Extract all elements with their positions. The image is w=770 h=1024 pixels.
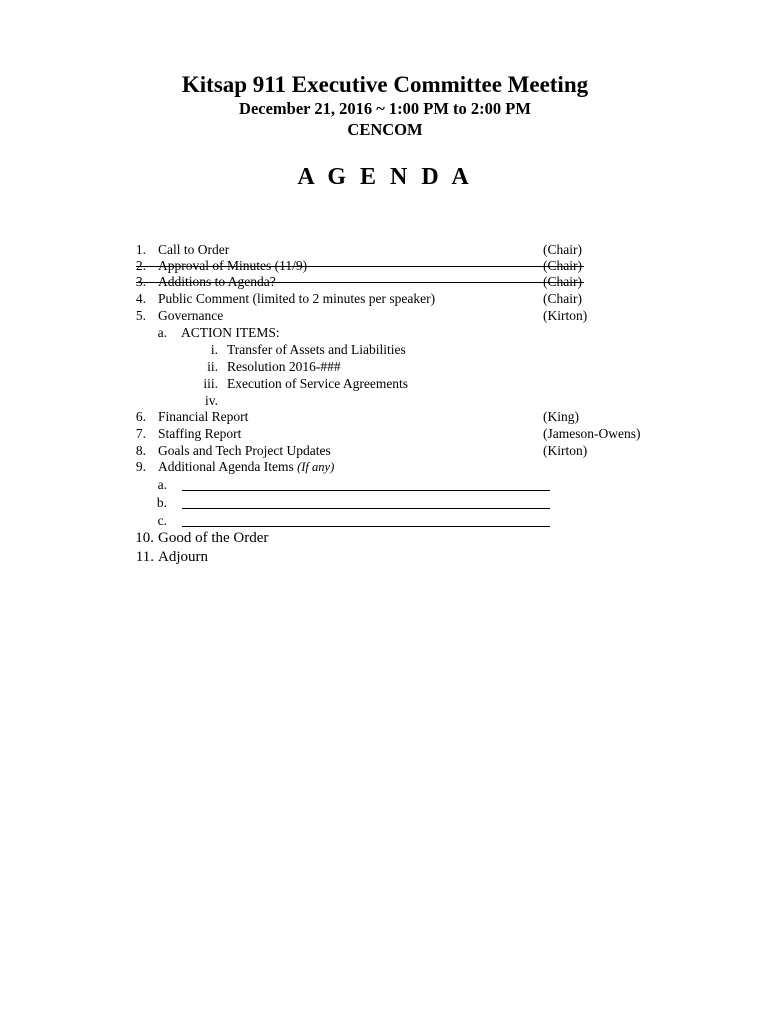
item-text: Adjourn [158, 549, 208, 565]
blank-line [182, 490, 550, 491]
item-number: 6. [135, 409, 146, 424]
item-text: Good of the Order [158, 530, 269, 546]
item-number: 8. [135, 443, 146, 458]
roman-number: iii. [203, 376, 218, 391]
item-number: 5. [135, 308, 146, 323]
action-item-text: Resolution 2016-### [227, 359, 341, 374]
item-text: Call to Order [158, 242, 230, 257]
item-number: 10. [135, 530, 154, 546]
item-text: Goals and Tech Project Updates [158, 443, 331, 458]
item-number: 2. [135, 258, 146, 273]
item-number: 4. [135, 291, 146, 306]
item-number: 11. [135, 549, 154, 565]
blank-line [182, 526, 550, 527]
item-number: 1. [135, 242, 146, 257]
blank-letter: c. [157, 513, 167, 528]
agenda-heading: A G E N D A [297, 164, 473, 190]
item-presenter: (Chair) [543, 242, 582, 257]
meeting-title: Kitsap 911 Executive Committee Meeting [181, 72, 589, 97]
meeting-date-time: December 21, 2016 ~ 1:00 PM to 2:00 PM [239, 99, 531, 118]
sub-label: ACTION ITEMS: [181, 325, 280, 340]
item-presenter: (Chair) [543, 291, 582, 306]
blank-line [182, 508, 550, 509]
item-text: Staffing Report [158, 426, 242, 441]
item-presenter: (Kirton) [543, 443, 588, 458]
blank-letter: b. [156, 495, 167, 510]
item-number: 9. [135, 459, 146, 474]
item-number: 3. [135, 274, 146, 289]
sub-letter: a. [157, 325, 167, 340]
item-text: Public Comment (limited to 2 minutes per speaker) [158, 291, 436, 306]
action-item-text: Transfer of Assets and Liabilities [227, 342, 406, 357]
item-presenter: (Kirton) [543, 308, 588, 323]
item-presenter: (Chair) [543, 274, 582, 289]
strikethrough-line [136, 266, 584, 267]
meeting-location: CENCOM [347, 120, 423, 139]
item-text-group [158, 459, 334, 475]
item-text: Additions to Agenda? [158, 274, 276, 289]
item-presenter: (Jameson-Owens) [543, 426, 641, 441]
item-note: (If any) [297, 460, 335, 474]
item-text: Additional Agenda Items [158, 459, 294, 474]
roman-number: iv. [205, 393, 218, 408]
blank-letter: a. [157, 477, 167, 492]
action-item-text: Execution of Service Agreements [227, 376, 409, 391]
strikethrough-line [136, 282, 584, 283]
roman-number: i. [210, 342, 218, 357]
item-text: Governance [158, 308, 224, 323]
item-presenter: (King) [543, 409, 579, 424]
item-number: 7. [135, 426, 146, 441]
item-text: Financial Report [158, 409, 249, 424]
item-presenter: (Chair) [543, 258, 582, 273]
roman-number: ii. [207, 359, 218, 374]
item-text: Approval of Minutes (11/9) [158, 258, 308, 273]
